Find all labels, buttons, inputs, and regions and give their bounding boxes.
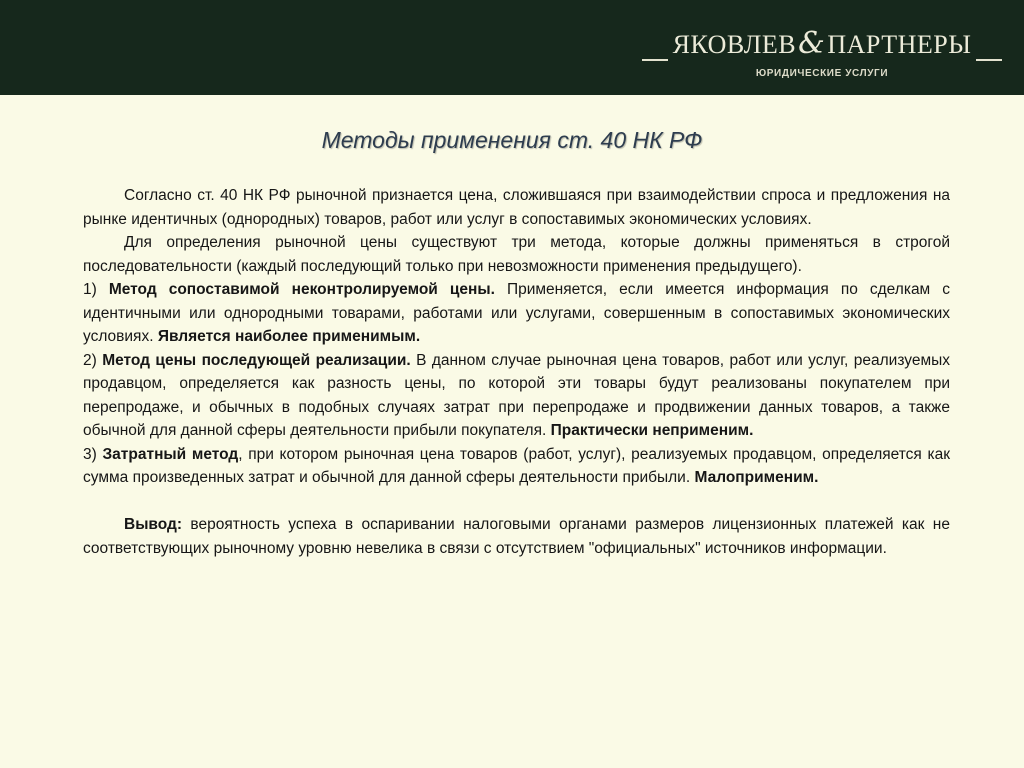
method-2 (83, 349, 950, 443)
method-3 (83, 443, 950, 490)
method-3-conclusion: Малоприменим. (694, 469, 819, 486)
paragraph-definition: Согласно ст. 40 НК РФ рыночной признается цена, сложившаяся при взаимодействии спроса и предложения на рынке идентичных (однородных) товаров, работ или услуг в сопоставимых экономических условиях. (83, 187, 950, 228)
logo-line-left (642, 59, 668, 61)
method-2-text: В данном случае рыночная цена товаров, работ или услуг, реализуемых продавцом, определяется как разность цены, по которой эти товары будут реализованы покупателем при перепродаже, и обычных в подобных случаях затрат при перепродаже и продвижении данных товаров, а также обычной для данной сферы деятельности прибыли покупателя. (83, 351, 950, 439)
method-3-number: 3) (83, 445, 97, 463)
method-1-number: 1) (83, 281, 97, 298)
method-3-title: Затратный метод (102, 445, 239, 463)
paragraph-methods-intro: Для определения рыночной цены существуют три метода, которые должны применяться в строгой последовательности (каждый последующий только при невозможности применения предыдущего). (83, 234, 950, 275)
method-1-text: Применяется, если имеется информация по сделкам с идентичными или однородными товарами, работами или услугами, совершенным в сопоставимых экономических условиях. (83, 281, 951, 345)
conclusion-label: Вывод: (124, 516, 183, 533)
main-text (83, 184, 950, 560)
method-1 (83, 278, 950, 349)
logo-line-right (976, 59, 1002, 61)
conclusion-paragraph (83, 513, 950, 560)
method-1-conclusion: Является наиболее применимым. (157, 328, 421, 345)
logo-subtitle: ЮРИДИЧЕСКИЕ УСЛУГИ (755, 68, 889, 79)
method-2-conclusion: Практически неприменим. (550, 422, 754, 439)
logo-right-word: ПАРТНЕРЫ (827, 30, 972, 59)
logo-left-word: ЯКОВЛЕВ (672, 30, 797, 59)
method-2-title: Метод цены последующей реализации. (102, 351, 411, 369)
method-2-number: 2) (83, 351, 97, 369)
spacer (83, 490, 950, 514)
logo-text (672, 26, 972, 61)
method-3-text: , при котором рыночная цена товаров (работ, услуг), реализуемых продавцом, определяется как сумма произведенных затрат и обычной для данной сферы деятельности прибыли. (83, 445, 950, 486)
page-title: Методы применения ст. 40 НК РФ (321, 127, 703, 153)
company-logo (638, 26, 1006, 86)
logo-ampersand: & (798, 26, 826, 61)
header-bar (0, 0, 1024, 95)
conclusion-text: вероятность успеха в оспаривании налоговыми органами размеров лицензионных платежей как не соответствующих рыночному уровню невелика в связи с отсутствием "официальных" источников информации. (83, 516, 950, 557)
method-1-title: Метод сопоставимой неконтролируемой цены. (108, 281, 495, 298)
